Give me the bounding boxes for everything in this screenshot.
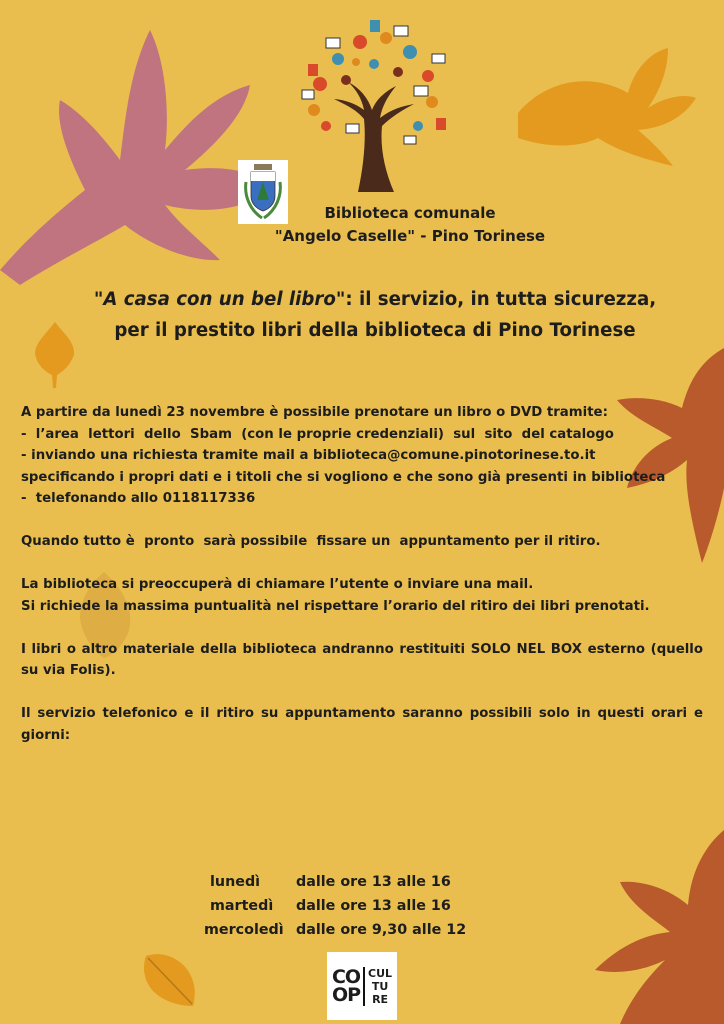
- headline-line2: per il prestito libri della biblioteca di Pino Torinese: [114, 320, 636, 341]
- schedule-row: [204, 870, 524, 894]
- schedule-hours: dalle ore 13 alle 16: [296, 898, 451, 914]
- schedule-row: [204, 918, 524, 942]
- coop-logo-tu: TU: [371, 979, 389, 993]
- headline-line1: [60, 284, 690, 315]
- schedule-hours: dalle ore 9,30 alle 12: [296, 922, 467, 938]
- paragraph-hours: Il servizio telefonico e il ritiro su appuntamento saranno possibili solo in questi orari e giorni:: [21, 706, 703, 743]
- schedule-row: [204, 894, 524, 918]
- bottom-small-leaf-icon: [138, 946, 200, 1010]
- paragraph-punctuality: Si richiede la massima puntualità nel rispettare l’orario del ritiro dei libri prenotati.: [21, 598, 650, 614]
- schedule-hours: dalle ore 13 alle 16: [296, 874, 451, 890]
- coop-logo-cul: CUL: [368, 966, 393, 980]
- paragraph-booking: A partire da lunedì 23 novembre è possibile prenotare un libro o DVD tramite:: [21, 405, 608, 420]
- schedule-day: mercoledì: [204, 922, 284, 938]
- library-line2: "Angelo Caselle" - Pino Torinese: [274, 227, 546, 245]
- coop-culture-logo: [327, 952, 397, 1020]
- library-name: [250, 202, 570, 248]
- headline-title: "A casa con un bel libro": [93, 289, 346, 310]
- paragraph-contact: La biblioteca si preoccuperà di chiamare l’utente o inviare una mail.: [21, 577, 534, 592]
- coop-logo-op: OP: [331, 984, 361, 1006]
- bullet-email-cont: specificando i propri dati e i titoli che si vogliono e che sono già presenti in biblioteca: [21, 469, 666, 485]
- headline-line1-rest: : il servizio, in tutta sicurezza,: [345, 289, 657, 310]
- coop-logo-right: [363, 967, 392, 1006]
- coop-logo-left: [332, 968, 363, 1004]
- headline: [60, 284, 690, 346]
- schedule-day: martedì: [210, 898, 274, 914]
- schedule: [204, 870, 524, 942]
- paragraph-appointment: Quando tutto è pronto sarà possibile fissare un appuntamento per il ritiro.: [21, 534, 601, 549]
- library-line1: Biblioteca comunale: [324, 204, 496, 222]
- schedule-day: lunedì: [210, 874, 261, 890]
- bottom-rust-leaf-icon: [520, 820, 724, 1024]
- bullet-phone: - telefonando allo 0118117336: [21, 491, 256, 506]
- bullet-sbam: - l’area lettori dello Sbam (con le proprie credenziali) sul sito del catalogo: [21, 426, 614, 442]
- book-tree-icon: [286, 14, 458, 196]
- bullet-email: - inviando una richiesta tramite mail a biblioteca@comune.pinotorinese.to.it: [21, 448, 596, 463]
- paragraph-return: I libri o altro materiale della biblioteca andranno restituiti SOLO NEL BOX esterno (quello su via Folis).: [21, 641, 703, 678]
- pink-leaf-icon: [0, 0, 290, 300]
- orange-leaf-icon: [498, 38, 698, 168]
- body-text: [21, 402, 703, 746]
- coop-logo-re: RE: [372, 992, 389, 1006]
- coop-logo-co: CO: [331, 966, 361, 988]
